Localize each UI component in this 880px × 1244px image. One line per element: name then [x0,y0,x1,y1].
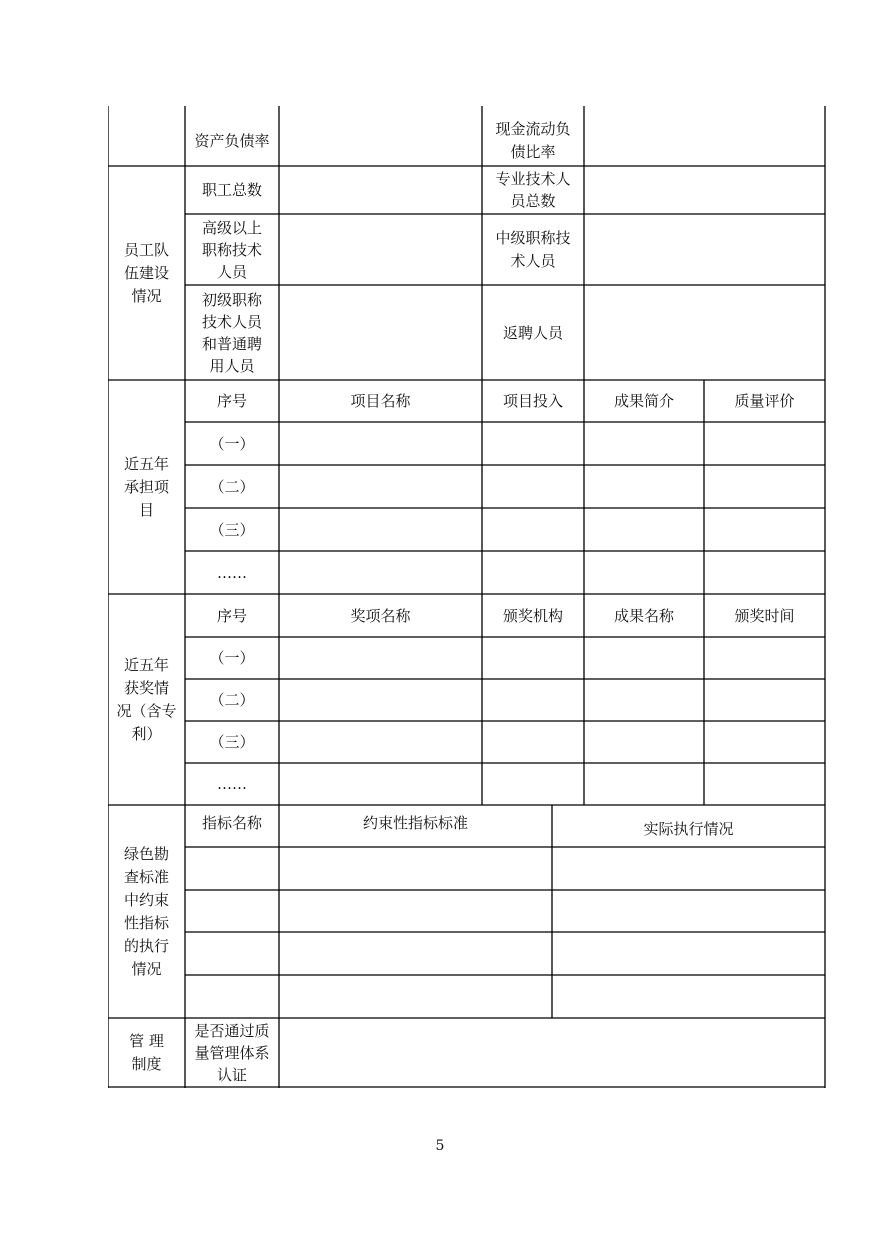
projects-header-result: 成果简介 [613,392,674,410]
green-header-constraint-standard: 约束性指标标准 [362,814,468,832]
professional-staff-label: 专业技术人 员总数 [495,170,571,210]
green-header-indicator-name: 指标名称 [201,814,262,832]
awards-header-issuer: 颁奖机构 [502,606,563,625]
awards-header-result: 成果名称 [613,606,674,625]
total-staff-label: 职工总数 [201,181,262,199]
green-header-actual-execution: 实际执行情况 [643,820,734,838]
projects-row-index: （二） [209,477,255,496]
awards-row-index: （二） [209,691,255,709]
quality-certification-question-label: 是否通过质 量管理体系 认证 [194,1022,270,1084]
rehired-staff-label: 返聘人员 [502,323,563,342]
senior-title-staff-label: 高级以上 职称技术 人员 [201,218,262,281]
projects-header-index: 序号 [216,392,247,410]
intermediate-title-staff-label: 中级职称技 术人员 [495,228,571,270]
cash-flow-liability-ratio-label: 现金流动负 债比率 [495,120,571,161]
green-standard-section-label: 绿色勘 查标准 中约束 性指标 的执行 情况 [123,844,169,978]
management-section-label: 管 理 制度 [129,1032,164,1073]
asset-liability-ratio-label: 资产负债率 [194,132,270,150]
projects-row-index: …… [217,563,247,582]
awards-row-index: …… [217,775,247,793]
projects-row-index: （一） [209,434,255,453]
projects-header-quality: 质量评价 [734,392,795,410]
application-form-table [108,106,826,1088]
awards-row-index: （一） [209,649,255,667]
projects-header-name: 项目名称 [350,392,411,410]
awards-header-name: 奖项名称 [350,606,411,625]
projects-row-index: （三） [209,520,255,539]
junior-title-staff-label: 初级职称 技术人员 和普通聘 用人员 [201,290,262,375]
awards-row-index: （三） [209,733,255,751]
projects-section-label: 近五年 承担项 目 [123,454,169,519]
awards-header-date: 颁奖时间 [734,606,795,625]
projects-header-investment: 项目投入 [502,392,563,410]
awards-section-label: 近五年 获奖情 况（含专 利） [116,655,177,743]
awards-header-index: 序号 [216,606,247,625]
staff-section-label: 员工队 伍建设 情况 [123,240,169,305]
page-number: 5 [435,1138,445,1154]
